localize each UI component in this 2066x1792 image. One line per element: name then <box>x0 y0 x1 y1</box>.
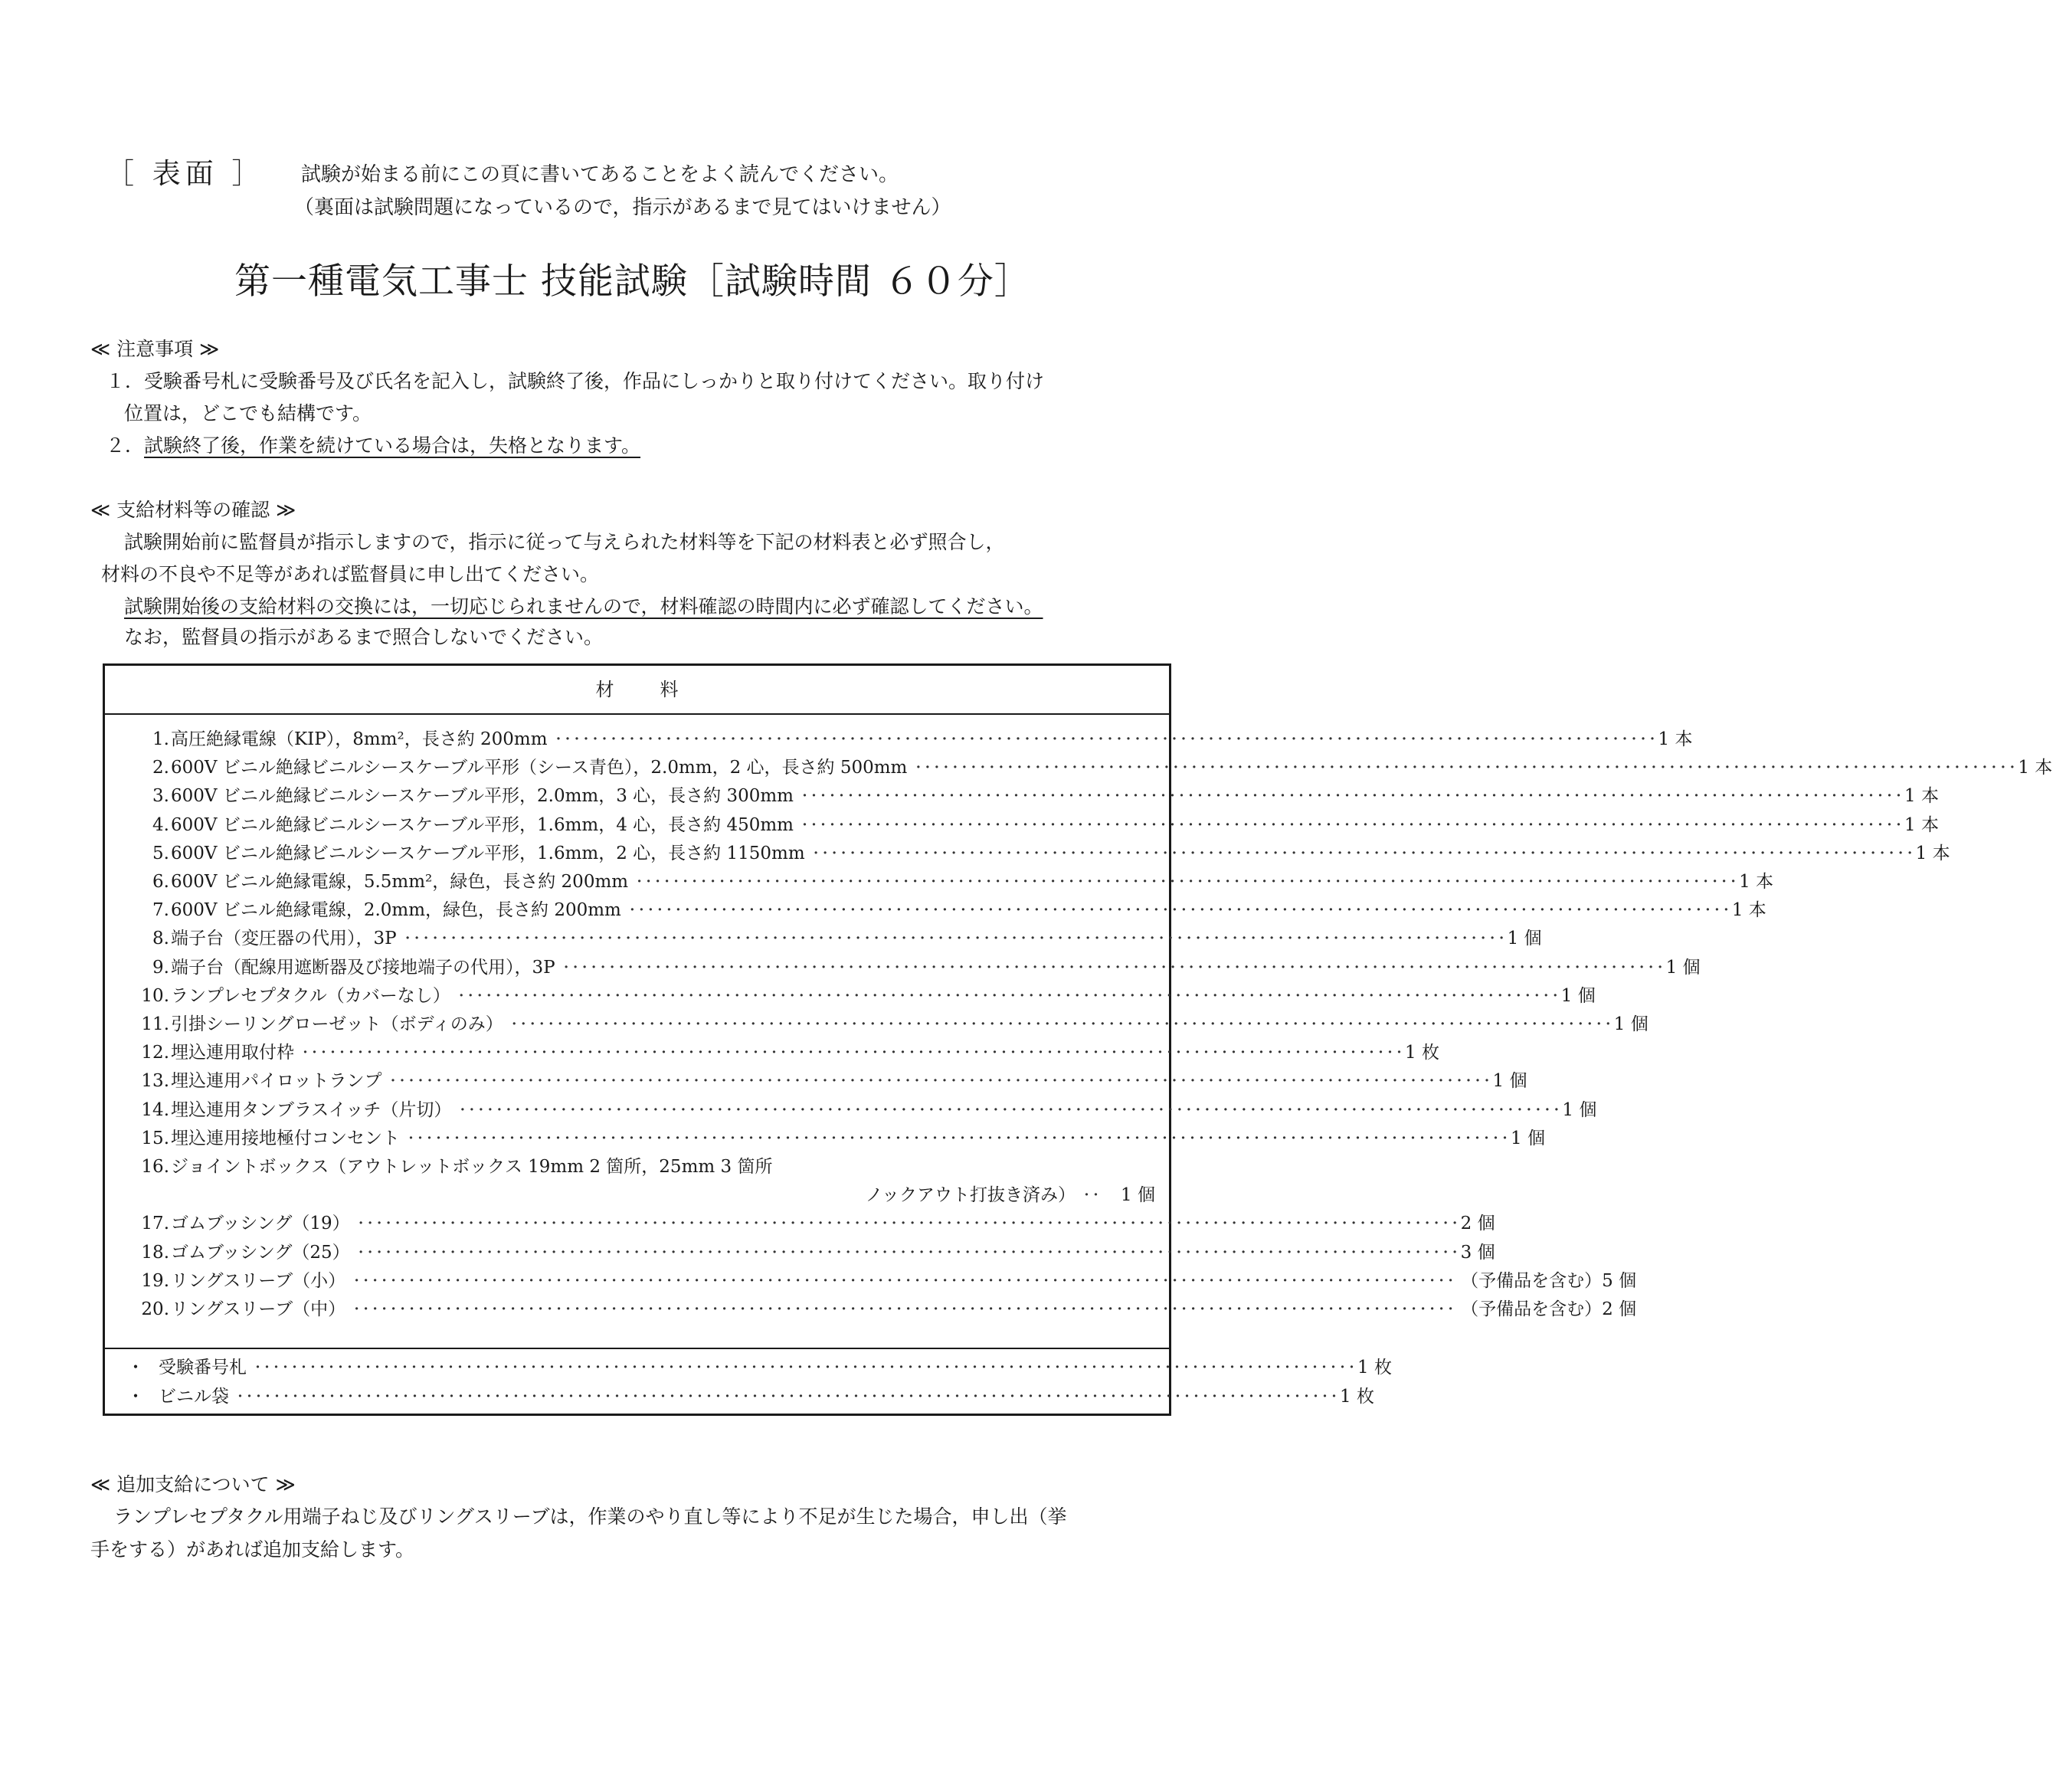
material-number: 3. <box>152 786 169 807</box>
notes-item-2 <box>106 431 640 458</box>
confirm-heading: ≪ 支給材料等の確認 ≫ <box>90 499 296 521</box>
bullet: ・ <box>126 1358 145 1378</box>
notes-heading: ≪ 注意事項 ≫ <box>90 338 220 360</box>
leader-dots: ･･ <box>1083 1188 1102 1204</box>
material-description: 埋込連用取付枠 <box>171 1043 294 1063</box>
confirm-line-2: 材料の不良や不足等があれば監督員に申し出てください。 <box>101 563 600 585</box>
material-description: ランプレセプタクル（カバーなし） <box>171 985 450 1006</box>
leader-dots: ････････････････････････････････････････････････････････････････････････････････････････････････････････････････････････ <box>353 1273 1457 1289</box>
material-number: 2. <box>152 758 169 778</box>
material-description: 高圧絶縁電線（KIP），8mm²，長さ約 200mm <box>171 729 548 749</box>
material-row <box>105 925 1542 953</box>
material-description: 端子台（配線用遮断器及び接地端子の代用），3P <box>171 957 555 978</box>
notes-item-2-number: ２． <box>106 434 145 457</box>
materials-header <box>105 666 1169 715</box>
material-quantity <box>1109 1153 1169 1181</box>
material-row <box>105 754 2053 782</box>
material-row <box>105 868 1774 896</box>
leader-dots: ････････････････････････････････････････････････････････････････････････････････････････････････････････････････････････ <box>408 1130 1511 1147</box>
material-description: ジョイントボックス（アウトレットボックス 19mm 2 箇所，25mm 3 箇所 <box>171 1157 773 1177</box>
leader-dots: ････････････････････････････････････････････････････････････････････････････････････････････････････････････････････････ <box>628 903 1732 919</box>
material-description: 600V ビニル絶縁電線，2.0mm，緑色，長さ約 200mm <box>171 900 621 921</box>
material-number: 14. <box>141 1099 169 1120</box>
leader-dots: ････････････････････････････････････････････････････････････････････････････････････････････････････････････････････････ <box>357 1216 1461 1233</box>
confirm-line-4: なお，監督員の指示があるまで照合しないでください。 <box>124 626 604 648</box>
material-number: 18. <box>141 1242 169 1263</box>
material-number: 10. <box>141 985 169 1006</box>
supplementary-quantity: 1 枚 <box>1340 1387 1374 1407</box>
material-row <box>105 811 1939 840</box>
material-row <box>105 1239 1495 1267</box>
material-quantity: 1 個 <box>1507 929 1542 949</box>
additional-heading: ≪ 追加支給について ≫ <box>90 1473 296 1496</box>
supplementary-quantity: 1 枚 <box>1357 1358 1392 1378</box>
material-quantity: 1 個 <box>1562 1099 1597 1120</box>
material-number: 19. <box>141 1270 169 1291</box>
material-description: 引掛シーリングローゼット（ボディのみ） <box>171 1014 503 1034</box>
material-row <box>105 1067 1527 1096</box>
material-quantity: 1 本 <box>1739 872 1774 892</box>
leader-dots: ････････････････････････････････････････････････････････････････････････････････････････････････････････････････････････ <box>254 1360 1357 1376</box>
bullet: ・ <box>126 1387 145 1407</box>
material-row <box>105 954 1701 982</box>
material-description: 埋込連用タンブラスイッチ（片切） <box>171 1099 452 1120</box>
material-quantity: 1 本 <box>1904 814 1939 835</box>
leader-dots: ････････････････････････････････････････････････････････････････････････････････････････････････････････････････････････ <box>237 1389 1340 1405</box>
material-quantity: 1 個 <box>1511 1128 1545 1148</box>
material-quantity: 1 本 <box>1904 786 1939 807</box>
material-number: 6. <box>152 872 169 892</box>
material-row <box>105 1181 1169 1210</box>
material-number: 12. <box>141 1043 169 1063</box>
confirm-line-1: 試験開始前に監督員が指示しますので，指示に従って与えられた材料等を下記の材料表と必ず照合し， <box>124 531 1005 553</box>
material-row <box>105 782 1939 811</box>
supplementary-row <box>105 1383 1374 1411</box>
leader-dots: ････････････････････････････････････････････････････････････････････････････････････････････････････････････････････････ <box>357 1244 1461 1261</box>
material-number: 17. <box>141 1214 169 1234</box>
material-row <box>105 726 1693 754</box>
material-quantity: 1 個 <box>1121 1185 1155 1206</box>
supplementary-description: ビニル袋 <box>159 1387 229 1407</box>
material-quantity: 1 本 <box>1731 900 1766 921</box>
front-side-label: ［ 表面 ］ <box>106 157 265 190</box>
confirm-line-3: 試験開始後の支給材料の交換には，一切応じられませんので，材料確認の時間内に必ず確認してください。 <box>124 595 1043 618</box>
material-row <box>105 1267 1637 1296</box>
material-row <box>105 1011 1649 1039</box>
leader-dots: ････････････････････････････････････････････････････････････････････････････････････････････････････････････････････････ <box>801 817 1904 834</box>
material-row <box>105 840 1950 868</box>
material-description: 埋込連用パイロットランプ <box>171 1071 382 1092</box>
material-row <box>105 1125 1545 1153</box>
leader-dots: ････････････････････････････････････････････････････････････････････････････････････････････････････････････････････････ <box>404 931 1508 948</box>
material-description: リングスリーブ（小） <box>171 1270 346 1291</box>
material-row <box>105 896 1766 925</box>
material-description: 端子台（変圧器の代用），3P <box>171 929 397 949</box>
intro-line-1: 試験が始まる前にこの頁に書いてあることをよく読んでください。 <box>301 163 899 186</box>
additional-line-2: 手をする）があれば追加支給します。 <box>90 1538 415 1561</box>
additional-line-1: ランプレセプタクル用端子ねじ及びリングスリーブは，作業のやり直し等により不足が生じた場合，申し出（挙 <box>113 1505 1067 1528</box>
material-quantity: 1 本 <box>1658 729 1693 749</box>
material-description: リングスリーブ（中） <box>171 1299 346 1319</box>
leader-dots: ････････････････････････････････････････････････････････････････････････････････････････････････････････････････････････ <box>459 1102 1563 1119</box>
material-number: 15. <box>141 1128 169 1148</box>
material-number: 4. <box>152 814 169 835</box>
material-note: （予備品を含む） <box>1461 1270 1603 1291</box>
material-description: 600V ビニル絶縁電線，5.5mm²，緑色，長さ約 200mm <box>171 872 629 892</box>
material-number: 16. <box>141 1157 169 1177</box>
material-row <box>105 1210 1495 1238</box>
leader-dots: ････････････････････････････････････････････････････････････････････････････････････････････････････････････････････････ <box>636 874 1740 890</box>
material-row <box>105 1096 1597 1125</box>
material-description: ノックアウト打抜き済み） <box>865 1185 1076 1206</box>
supplementary-row <box>105 1354 1392 1382</box>
leader-dots: ････････････････････････････････････････････････････････････････････････････････････････････････････････････････････････ <box>915 760 2019 777</box>
material-quantity: 1 個 <box>1665 957 1701 978</box>
leader-dots: ････････････････････････････････････････････････････････････････････････････････････････････････････････････････････････ <box>302 1045 1405 1062</box>
material-number: 8. <box>152 929 169 949</box>
material-description: ゴムブッシング（19） <box>171 1214 350 1234</box>
material-description: 600V ビニル絶縁ビニルシースケーブル平形，1.6mm，4 心，長さ約 450mm <box>171 814 794 835</box>
page-title: 第一種電気工事士 技能試験［試験時間 ６０分］ <box>234 260 1031 303</box>
material-number: 9. <box>152 957 169 978</box>
material-quantity: 3 個 <box>1460 1242 1495 1263</box>
materials-table <box>103 663 2053 1416</box>
leader-dots: ････････････････････････････････････････････････････････････････････････････････････････････････････････････････････････ <box>801 788 1904 805</box>
intro-line-2: （裏面は試験問題になっているので，指示があるまで見てはいけません） <box>294 196 951 219</box>
supplementary-description: 受験番号札 <box>159 1358 247 1378</box>
material-row <box>105 1153 1169 1181</box>
material-number: 20. <box>141 1299 169 1319</box>
material-quantity: 5 個 <box>1602 1270 1637 1291</box>
material-quantity: 1 枚 <box>1405 1043 1439 1063</box>
material-quantity: 1 本 <box>1915 843 1950 863</box>
material-description: 600V ビニル絶縁ビニルシースケーブル平形（シース青色），2.0mm，2 心，長さ約 500mm <box>171 758 908 778</box>
notes-item-1-line-1: １．受験番号札に受験番号及び氏名を記入し，試験終了後，作品にしっかりと取り付けてください。取り付け <box>106 370 1045 392</box>
notes-item-2-text: 試験終了後，作業を続けている場合は，失格となります。 <box>144 434 641 457</box>
material-description: 600V ビニル絶縁ビニルシースケーブル平形，1.6mm，2 心，長さ約 1150mm <box>171 843 805 863</box>
notes-item-1-line-2: 位置は，どこでも結構です。 <box>124 402 372 424</box>
leader-dots: ････････････････････････････････････････････････････････････････････････････････････････････････････････････････････････ <box>353 1302 1457 1318</box>
material-description: 埋込連用接地極付コンセント <box>171 1128 400 1148</box>
material-quantity: 1 個 <box>1613 1014 1649 1034</box>
leader-dots: ････････････････････････････････････････････････････････････････････････････････････････････････････････････････････････ <box>510 1017 1614 1033</box>
leader-dots: ････････････････････････････････････････････････････････････････････････････････････････････････････････････････････････ <box>457 988 1561 1004</box>
leader-dots: ････････････････････････････････････････････････････････････････････････････････････････････････････････････････････････ <box>562 959 1666 976</box>
material-number: 7. <box>152 900 169 921</box>
material-number: 11. <box>141 1014 169 1034</box>
material-row <box>105 982 1596 1011</box>
materials-divider <box>105 1348 1169 1349</box>
material-quantity: 1 個 <box>1492 1071 1527 1092</box>
material-quantity: 1 個 <box>1560 985 1596 1006</box>
material-number: 13. <box>141 1071 169 1092</box>
material-number: 1. <box>152 729 169 749</box>
leader-dots: ････････････････････････････････････････････････････････････････････････････････････････････････････････････････････････ <box>812 845 1916 862</box>
material-quantity: 2 個 <box>1602 1299 1637 1319</box>
material-row <box>105 1296 1637 1324</box>
material-quantity: 1 本 <box>2018 758 2053 778</box>
material-row <box>105 1039 1439 1067</box>
material-quantity: 2 個 <box>1460 1214 1495 1234</box>
material-number: 5. <box>152 843 169 863</box>
leader-dots: ････････････････････････････････････････････････････････････････････････････････････････････････････････････････････････ <box>389 1073 1493 1090</box>
material-description: 600V ビニル絶縁ビニルシースケーブル平形，2.0mm，3 心，長さ約 300mm <box>171 786 794 807</box>
material-description: ゴムブッシング（25） <box>171 1242 350 1263</box>
material-note: （予備品を含む） <box>1461 1299 1603 1319</box>
materials-header-label: 材料 <box>595 679 725 700</box>
leader-dots: ････････････････････････････････････････････････････････････････････････････････････････････････････････････････････････ <box>555 732 1658 748</box>
